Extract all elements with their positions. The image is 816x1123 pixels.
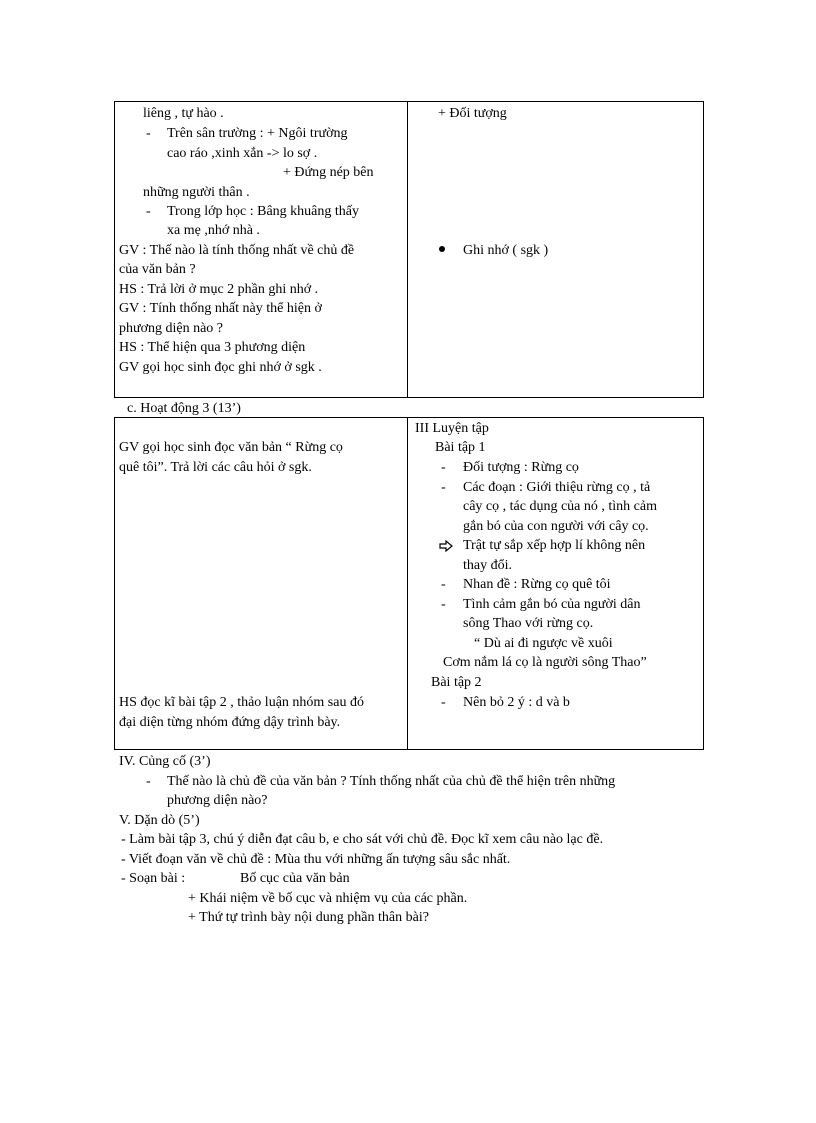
footer-line-4: - Làm bài tập 3, chú ý diễn đạt câu b, e cho sát với chủ đề. Đọc kĩ xem câu nào lạc đề. bbox=[121, 832, 604, 847]
footer-line-6: - Soạn bài : bbox=[121, 871, 186, 886]
t2-r9: Tình cảm gắn bó của người dân bbox=[463, 597, 641, 612]
t2-r4: cây cọ , tác dụng của nó , tình cảm bbox=[463, 499, 657, 514]
t2-r8: Nhan đề : Rừng cọ quê tôi bbox=[463, 577, 611, 592]
t2-r6: Trật tự sắp xếp hợp lí không nên bbox=[463, 538, 646, 553]
t1-l5: Trong lớp học : Bâng khuâng thấy bbox=[167, 204, 359, 219]
t1-l4: những người thân . bbox=[143, 185, 250, 200]
t2-r11: “ Dù ai đi ngược về xuôi bbox=[474, 636, 613, 651]
t1-l8: của văn bản ? bbox=[119, 262, 196, 277]
bullet-icon bbox=[439, 246, 445, 252]
t1-l7: GV : Thế nào là tính thống nhất về chủ đề bbox=[119, 243, 355, 258]
table1-divider bbox=[407, 101, 408, 398]
t1-l3: + Đứng nép bên bbox=[283, 165, 374, 180]
section-iv-heading: IV. Củng cố (3’) bbox=[119, 754, 211, 769]
t2-r7: thay đổi. bbox=[463, 558, 512, 573]
arrow-icon bbox=[439, 540, 453, 552]
dash-mark: - bbox=[441, 480, 446, 495]
dash-mark: - bbox=[146, 774, 151, 789]
t1-l9: HS : Trả lời ở mục 2 phần ghi nhớ . bbox=[119, 282, 319, 297]
section-v-heading: V. Dặn dò (5’) bbox=[119, 813, 200, 828]
footer-line-9: + Thứ tự trình bày nội dung phần thân bài? bbox=[188, 910, 429, 925]
dash-mark: - bbox=[146, 204, 151, 219]
t1-l12: HS : Thể hiện qua 3 phương diện bbox=[119, 340, 306, 355]
t2-l2: HS đọc kĩ bài tập 2 , thảo luận nhóm sau đó bbox=[119, 695, 364, 710]
t2-l1: quê tôi”. Trả lời các câu hỏi ở sgk. bbox=[119, 460, 312, 475]
t1-l0: liêng , tự hào . bbox=[143, 106, 224, 121]
t2-r3: Các đoạn : Giới thiệu rừng cọ , tả bbox=[463, 480, 651, 495]
t1-l6: xa mẹ ,nhớ nhà . bbox=[167, 223, 260, 238]
dash-mark: - bbox=[146, 126, 151, 141]
t2-r5: gắn bó của con người với cây cọ. bbox=[463, 519, 649, 534]
footer-line-7: Bố cục của văn bản bbox=[240, 871, 350, 886]
t2-r1: Bài tập 1 bbox=[435, 440, 486, 455]
t1-l2: cao ráo ,xinh xắn -> lo sợ . bbox=[167, 146, 318, 161]
t2-l3: đại diện từng nhóm đứng dậy trình bày. bbox=[119, 715, 341, 730]
t2-r12: Cơm nắm lá cọ là người sông Thao” bbox=[443, 655, 647, 670]
dash-mark: - bbox=[441, 695, 446, 710]
t1-l11: phương diện nào ? bbox=[119, 321, 224, 336]
t2-r14: Nên bỏ 2 ý : d và b bbox=[463, 695, 570, 710]
dash-mark: - bbox=[441, 577, 446, 592]
t2-l0: GV gọi học sinh đọc văn bản “ Rừng cọ bbox=[119, 440, 343, 455]
footer-line-2: phương diện nào? bbox=[167, 793, 268, 808]
t2-r10: sông Thao với rừng cọ. bbox=[463, 616, 594, 631]
t2-r2: Đối tượng : Rừng cọ bbox=[463, 460, 579, 475]
t1-l13: GV gọi học sinh đọc ghi nhớ ở sgk . bbox=[119, 360, 322, 375]
t1-r1: Ghi nhớ ( sgk ) bbox=[463, 243, 549, 258]
dash-mark: - bbox=[441, 460, 446, 475]
footer-line-8: + Khái niệm về bố cục và nhiệm vụ của các phần. bbox=[188, 891, 468, 906]
t1-r0: + Đối tượng bbox=[438, 106, 507, 121]
t2-r0: III Luyện tập bbox=[415, 421, 489, 436]
dash-mark: - bbox=[441, 597, 446, 612]
activity3-heading: c. Hoạt động 3 (13’) bbox=[127, 401, 241, 416]
footer-line-5: - Viết đoạn văn về chủ đề : Mùa thu với những ấn tượng sâu sắc nhất. bbox=[121, 852, 511, 867]
t2-r13: Bài tập 2 bbox=[431, 675, 482, 690]
t1-l1: Trên sân trường : + Ngôi trường bbox=[167, 126, 348, 141]
table2-divider bbox=[407, 417, 408, 750]
footer-line-1: Thế nào là chủ đề của văn bản ? Tính thống nhất của chủ đề thể hiện trên những bbox=[167, 774, 616, 789]
t1-l10: GV : Tính thống nhất này thể hiện ở bbox=[119, 301, 322, 316]
